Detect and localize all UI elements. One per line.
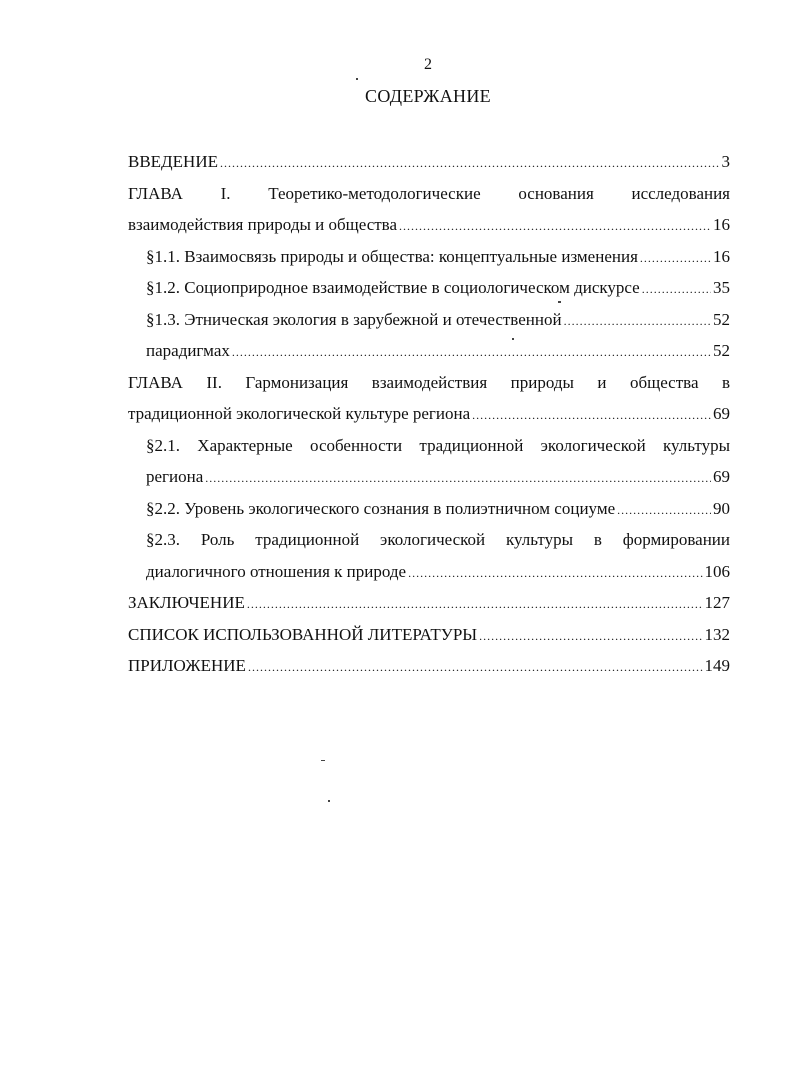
toc-entry-label: диалогичного отношения к природе <box>146 561 407 581</box>
toc-entry-label: парадигмах <box>146 341 230 360</box>
leader-dots <box>205 463 711 495</box>
toc-entry-label: ПРИЛОЖЕНИЕ <box>128 656 246 675</box>
toc-entry-section-2-1[interactable] <box>128 430 730 462</box>
leader-dots <box>220 148 720 180</box>
leader-dots <box>472 400 711 432</box>
toc-entry-conclusion[interactable] <box>128 587 730 619</box>
toc-entry-section-1-1[interactable] <box>128 241 730 273</box>
scan-speck <box>356 78 358 80</box>
toc-entry-label: ГЛАВА I. Теоретико-методологические основания исследования <box>128 183 730 203</box>
scan-speck <box>558 301 561 303</box>
scan-speck <box>328 800 330 802</box>
leader-dots <box>617 495 711 527</box>
toc-entry-section-1-2[interactable] <box>128 272 730 304</box>
leader-dots <box>640 243 711 275</box>
toc-entry-label: §2.2. Уровень экологического сознания в полиэтничном социуме <box>146 498 616 518</box>
toc-entry-page: 127 <box>704 593 730 612</box>
toc-entry-page: 52 <box>713 341 730 360</box>
toc-entry-page: 90 <box>713 498 730 518</box>
toc-entry-section-2-2[interactable] <box>128 493 730 525</box>
toc-entry-appendix[interactable] <box>128 650 730 682</box>
toc-entry-label: взаимодействия природы и общества <box>128 215 398 234</box>
toc-entry-page: 132 <box>704 624 730 644</box>
toc-entry-intro[interactable] <box>128 146 730 178</box>
scan-speck <box>321 760 325 761</box>
toc-entry-label: СПИСОК ИСПОЛЬЗОВАННОЙ ЛИТЕРАТУРЫ <box>128 624 478 644</box>
toc-entry-chapter-2[interactable] <box>128 367 730 399</box>
toc-entry-chapter-1[interactable] <box>128 178 730 210</box>
toc-entry-section-1-3[interactable] <box>128 304 730 336</box>
toc-entry-page: 52 <box>713 309 730 329</box>
toc-entry-page: 69 <box>713 467 730 486</box>
toc-title: СОДЕРЖАНИЕ <box>365 86 491 106</box>
toc-entry-page: 149 <box>704 656 730 675</box>
toc-entry-page: 35 <box>713 278 730 297</box>
toc-entry-page: 16 <box>713 246 730 266</box>
scan-speck <box>512 338 514 340</box>
toc-entry-label: §1.2. Социоприродное взаимодействие в социологическом дискурсе <box>146 278 640 297</box>
page-number: 2 <box>424 56 432 73</box>
toc-entry-page: 16 <box>713 215 730 234</box>
leader-dots <box>564 306 711 338</box>
leader-dots <box>248 652 703 684</box>
toc-entry-page: 69 <box>713 404 730 423</box>
toc-entry-label: региона <box>146 467 204 486</box>
leader-dots <box>247 589 703 621</box>
leader-dots <box>408 558 702 590</box>
toc-entry-label: §1.1. Взаимосвязь природы и общества: концептуальные изменения <box>146 246 638 266</box>
leader-dots <box>479 621 702 653</box>
toc-entry-section-2-1-cont[interactable] <box>128 461 730 493</box>
table-of-contents <box>128 146 730 682</box>
toc-entry-chapter-2-cont[interactable] <box>128 398 730 430</box>
leader-dots <box>399 211 711 243</box>
toc-entry-label: традиционной экологической культуре региона <box>128 404 471 423</box>
toc-entry-label: ГЛАВА II. Гармонизация взаимодействия природы и общества в <box>128 372 730 392</box>
toc-entry-chapter-1-cont[interactable] <box>128 209 730 241</box>
toc-entry-label: §2.3. Роль традиционной экологической культуры в формировании <box>146 530 730 549</box>
toc-entry-label: ВВЕДЕНИЕ <box>128 152 218 171</box>
toc-entry-bibliography[interactable] <box>128 619 730 651</box>
toc-entry-label: §1.3. Этническая экология в зарубежной и отечественной <box>146 309 562 329</box>
toc-entry-page: 106 <box>704 561 730 581</box>
toc-entry-label: ЗАКЛЮЧЕНИЕ <box>128 593 245 612</box>
leader-dots <box>232 337 711 369</box>
toc-entry-label: §2.1. Характерные особенности традиционной экологической культуры <box>146 435 730 455</box>
toc-entry-page: 3 <box>721 152 730 171</box>
leader-dots <box>642 274 711 306</box>
toc-entry-section-2-3[interactable] <box>128 524 730 556</box>
toc-entry-section-2-3-cont[interactable] <box>128 556 730 588</box>
toc-entry-section-1-3-cont[interactable] <box>128 335 730 367</box>
